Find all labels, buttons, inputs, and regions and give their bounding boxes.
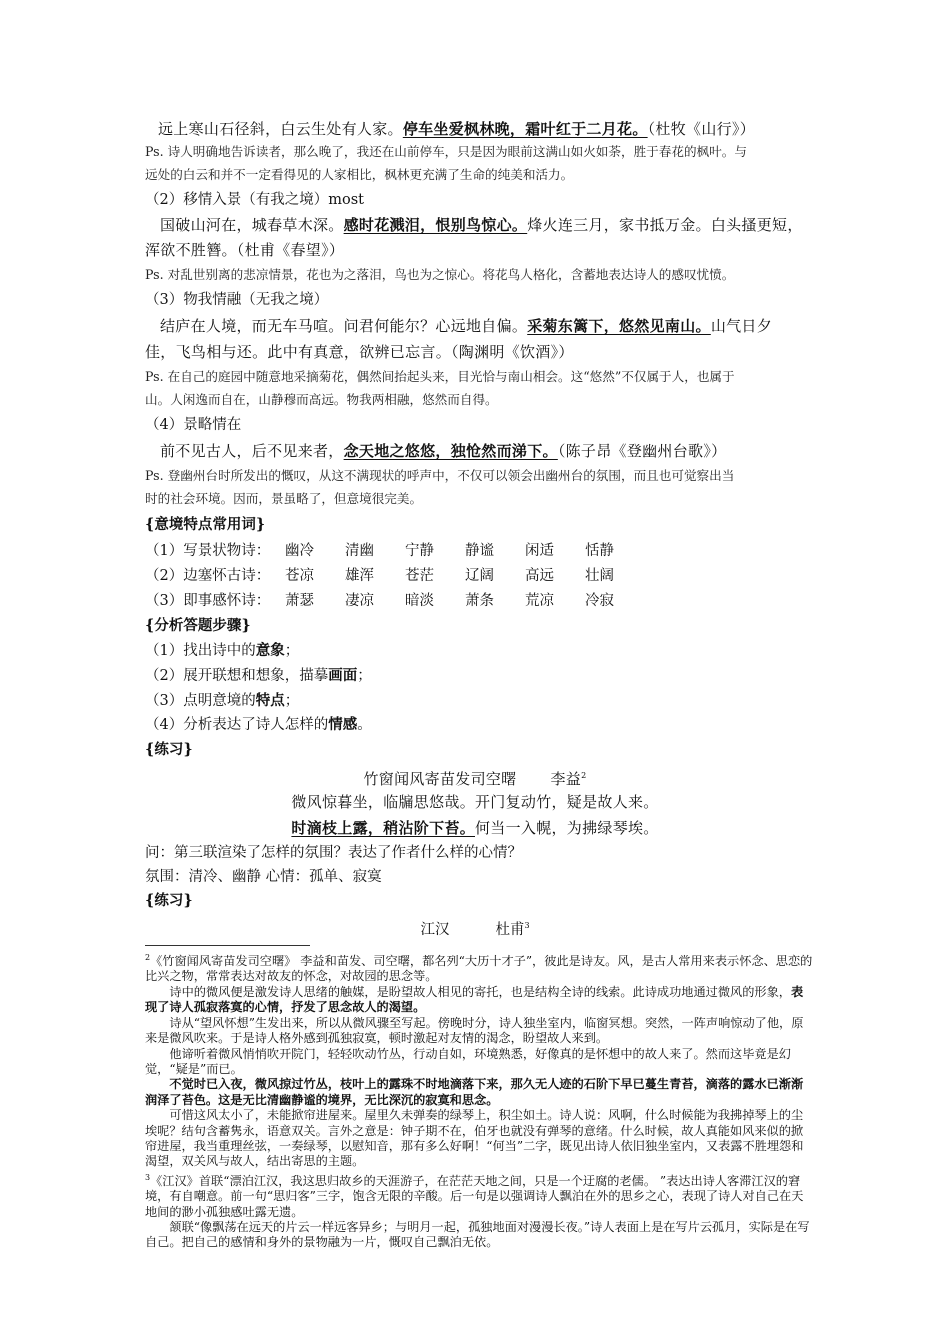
term: 静谧 xyxy=(465,543,494,559)
term: 冷寂 xyxy=(585,593,614,609)
section-title: {练习} xyxy=(145,892,193,909)
term: 清幽 xyxy=(345,543,374,559)
term: 荒凉 xyxy=(525,593,554,609)
text: 前不见古人，后不见来者， xyxy=(160,442,344,460)
text: 国破山河在，城春草木深。 xyxy=(160,216,344,234)
bold-text: 表现了诗人孤寂落寞的心情，抒发了思念故人的渴望。 xyxy=(145,984,804,1015)
feature-row xyxy=(145,589,645,613)
underlined-text: 时滴枝上露，稍沾阶下苔。 xyxy=(291,819,475,837)
underlined-text: 停车坐爱枫林晚，霜叶红于二月花。 xyxy=(402,120,648,138)
text: 竹窗闻风寄苗发司空曙 xyxy=(363,770,517,788)
text: ； xyxy=(284,693,300,709)
underlined-text: 采菊东篱下，悠然见南山。 xyxy=(527,317,711,335)
text: 远上寒山石径斜，白云生处有人家。 xyxy=(158,120,403,138)
term: 萧瑟 xyxy=(285,593,314,609)
text: 《竹窗闻风寄苗发司空曙》 李益和苗发、司空曙，都名列“大历十才子”，彼此是诗友。风，是古人常用来表示怀念、思恋的比兴之物，常常表达对故友的怀念，对故园的思念等。 xyxy=(145,954,813,984)
footnote-mark: 2 xyxy=(145,953,151,962)
poem-title xyxy=(0,764,950,791)
text: 何当一入幌，为拂绿琴埃。 xyxy=(475,819,659,837)
text: 诗从“望风怀想”生发出来，所以从微风骤至写起。傍晚时分，诗人独坐室内，临窗冥想。突然，一阵声响惊动了他，原来是微风吹来。于是诗人格外感到孤独寂寞，顿时激起对友情的渴念，盼望故人来到。 xyxy=(145,1015,804,1046)
text: （4）分析表达了诗人怎样的 xyxy=(145,717,329,733)
text: ； xyxy=(284,643,300,659)
text: 结庐在人境，而无车马喧。问君何能尔？心远地自偏。 xyxy=(160,317,528,335)
footnote-2 xyxy=(145,950,815,1251)
text: 。 xyxy=(357,717,372,733)
text: （3）点明意境的 xyxy=(145,693,256,709)
row-label: （1）写景状物诗： xyxy=(145,543,271,559)
text: 诗中的微风便是激发诗人思绪的触媒，是盼望故人相见的寄托，也是结构全诗的线索。此诗成功地通过微风的形象， xyxy=(169,984,791,999)
keyword: 画面 xyxy=(328,667,358,684)
text: 《江汉》首联“漂泊江汉，我这思归故乡的天涯游子，在茫茫天地之间，只是一个迂腐的老儒。 ”表达出诗人客滞江汉的窘境，有自嘲意。前一句“思归客”三字，饱含无限的辛酸。后一句是以强调诗人飘泊在外的思乡之心，表现了诗人对自己在天地间的渺小孤独感吐露无遗。 xyxy=(145,1173,804,1219)
term: 暗淡 xyxy=(405,593,434,609)
section-title: {练习} xyxy=(145,741,193,758)
term: 恬静 xyxy=(585,543,614,559)
question: 问：第三联渲染了怎样的氛围？表达了作者什么样的心情？ xyxy=(145,845,522,861)
term: 幽冷 xyxy=(285,543,314,559)
poem-line-shanxing xyxy=(158,117,755,141)
step-item xyxy=(145,639,299,663)
text: （杜牧《山行》） xyxy=(647,120,756,138)
section-heading: （3）物我情融（无我之境） xyxy=(145,292,329,308)
ps-note: 时的社会环境。因而，景虽略了，但意境很完美。 xyxy=(145,491,423,506)
keyword: 意象 xyxy=(255,642,285,659)
poem-line-yinjiu xyxy=(160,314,772,338)
underlined-text: 感时花溅泪，恨别鸟惊心。 xyxy=(343,216,528,234)
footnote-separator xyxy=(145,945,310,946)
poem-line: 微风惊暮坐，临牖思悠哉。开门复动竹，疑是故人来。 xyxy=(291,793,659,811)
term: 凄凉 xyxy=(345,593,374,609)
footnote-mark: 3 xyxy=(524,921,530,930)
author: 杜甫 xyxy=(495,921,525,938)
text: ； xyxy=(357,668,372,684)
keyword: 情感 xyxy=(328,716,358,733)
poem-line-chunwang xyxy=(160,213,803,237)
text: （2）展开联想和想象，描摹 xyxy=(145,668,329,684)
term: 闲适 xyxy=(525,543,554,559)
poem-line-yinjiu-2: 佳，飞鸟相与还。此中有真意，欲辨已忘言。（陶渊明《饮酒》） xyxy=(145,343,574,361)
step-item xyxy=(145,689,299,713)
ps-note: Ps. 对乱世别离的悲凉情景，花也为之落泪，鸟也为之惊心。将花鸟人格化，含蓄地表达诗人的感叹忧愤。 xyxy=(145,267,735,282)
text: 可惜这风太小了，未能掀帘进屋来。屋里久未弹奏的绿琴上，积尘如土。诗人说：风啊，什么时候能为我拂掉琴上的尘埃呢？结句含蓄隽永，语意双关。言外之意是：钟子期不在，伯牙也就没有弹琴的意绪。什么时候，故人真能如风来似的掀帘进屋，我当重理丝弦，一奏绿琴，以慰知音，那有多么好啊！“何当”二字，既见出诗人依旧独坐室内，又表露不胜埋怨和渴望，双关风与故人，结出寄思的主题。 xyxy=(145,1108,804,1169)
text: （1）找出诗中的 xyxy=(145,643,256,659)
footnote-mark: 3 xyxy=(145,1172,151,1182)
poem-title xyxy=(0,914,950,942)
answer: 氛围：清冷、幽静 心情：孤单、寂寞 xyxy=(145,869,382,885)
ps-note: Ps. 登幽州台时所发出的慨叹，从这不满现状的呼声中，不仅可以领会出幽州台的氛围，而且也可觉察出当 xyxy=(145,468,735,483)
feature-row xyxy=(145,539,645,563)
text: 颔联“像飘荡在远天的片云一样远客异乡；与明月一起，孤独地面对漫漫长夜。”诗人表面上是在写片云孤月，实际是在写自己。把自己的感情和身外的景物融为一片，慨叹自己飘泊无依。 xyxy=(145,1220,810,1250)
term: 高远 xyxy=(525,568,554,584)
term: 宁静 xyxy=(405,543,434,559)
keyword: 特点 xyxy=(255,692,285,709)
ps-note: Ps. 诗人明确地告诉读者，那么晚了，我还在山前停车，只是因为眼前这满山如火如荼，胜于春花的枫叶。与 xyxy=(145,144,747,159)
feature-row xyxy=(145,564,645,588)
text: 江汉 xyxy=(420,921,450,938)
text: 烽火连三月，家书抵万金。白头搔更短， xyxy=(527,216,803,234)
row-label: （3）即事感怀诗： xyxy=(145,593,271,609)
step-item xyxy=(145,713,372,737)
poem-line-chunwang-2: 浑欲不胜簪。（杜甫《春望》） xyxy=(145,241,345,259)
section-title: {分析答题步骤} xyxy=(145,617,251,634)
section-heading: （4）景略情在 xyxy=(145,417,242,433)
step-item xyxy=(145,664,372,688)
term: 苍茫 xyxy=(405,568,434,584)
row-label: （2）边塞怀古诗： xyxy=(145,568,271,584)
author: 李益 xyxy=(550,770,582,788)
ps-note: Ps. 在自己的庭园中随意地采摘菊花，偶然间抬起头来，目光恰与南山相会。这“悠然”不仅属于人，也属于 xyxy=(145,369,735,384)
term: 雄浑 xyxy=(345,568,374,584)
term: 壮阔 xyxy=(585,568,614,584)
footnote-mark: 2 xyxy=(581,771,587,780)
ps-note: 山。人闲逸而自在，山静穆而高远。物我两相融，悠然而自得。 xyxy=(145,392,498,407)
term: 苍凉 xyxy=(285,568,314,584)
text: 他谛听着微风悄悄吹开院门，轻轻吹动竹丛，行动自如，环境熟悉，好像真的是怀想中的故人来了。然而这毕竟是幻觉，“疑是”而已。 xyxy=(145,1046,791,1076)
poem-line-youzhou xyxy=(160,439,726,463)
text: （陈子昂《登幽州台歌》） xyxy=(557,442,727,460)
section-title: {意境特点常用词} xyxy=(145,516,266,533)
poem-line xyxy=(0,816,950,840)
ps-note: 远处的白云和并不一定看得见的人家相比，枫林更充满了生命的纯美和活力。 xyxy=(145,167,574,182)
term: 萧条 xyxy=(465,593,494,609)
term: 辽阔 xyxy=(465,568,494,584)
bold-text: 不觉时已入夜，微风掠过竹丛，枝叶上的露珠不时地滴落下来，那久无人迹的石阶下早已蔓生青苔，滴落的露水已渐渐润泽了苔色。这是无比清幽静谧的境界，无比深沉的寂寞和思念。 xyxy=(145,1077,804,1107)
section-heading: （2）移情入景（有我之境）most xyxy=(145,192,364,208)
text: 山气日夕 xyxy=(710,317,773,335)
underlined-text: 念天地之悠悠，独怆然而涕下。 xyxy=(343,442,558,460)
